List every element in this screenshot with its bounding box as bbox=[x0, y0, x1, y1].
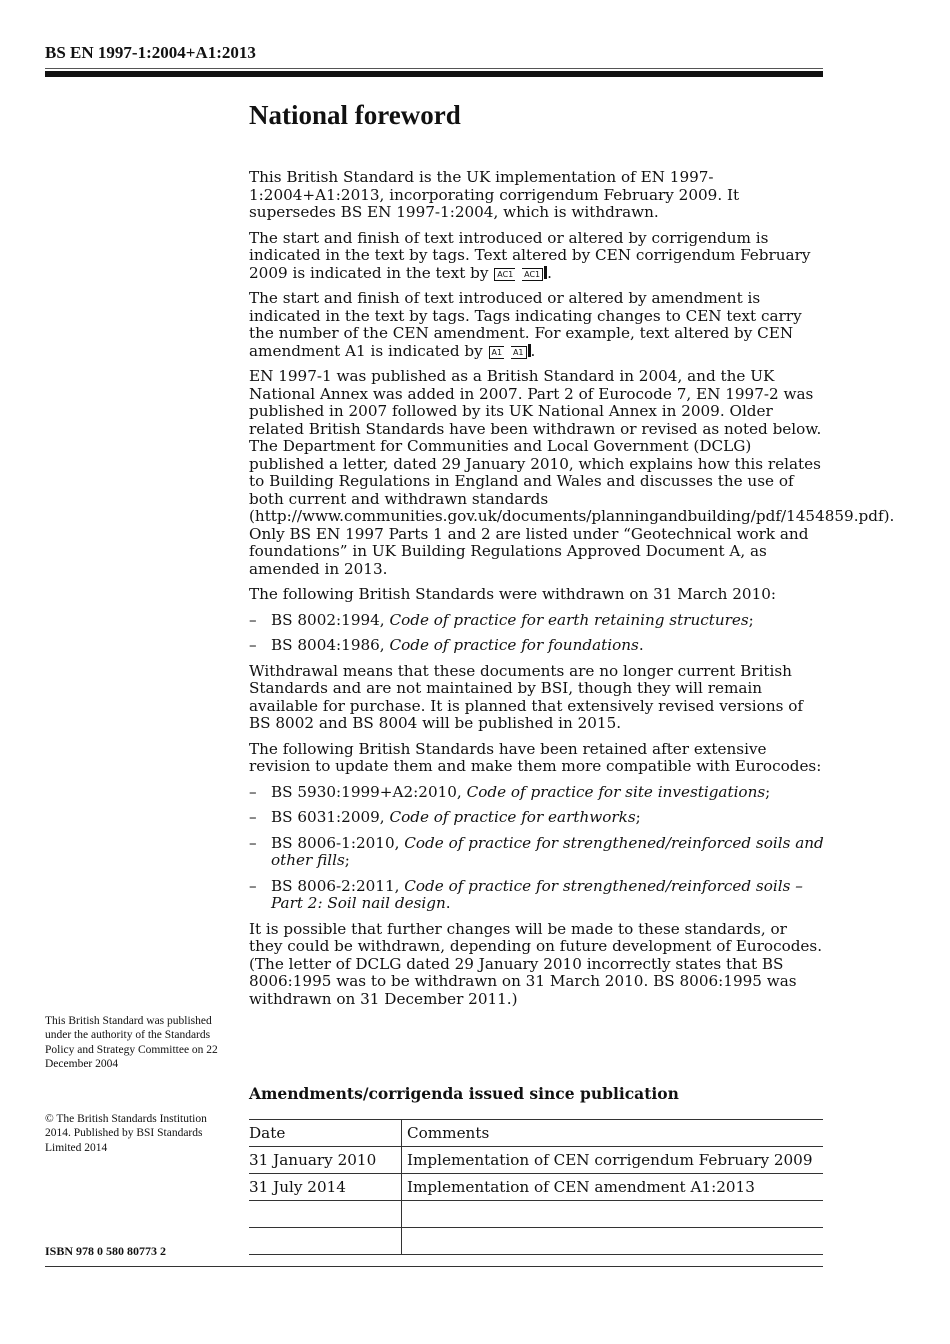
table-row bbox=[249, 1147, 823, 1174]
table-row bbox=[249, 1228, 823, 1255]
table-cell-comment bbox=[402, 1201, 824, 1228]
item-punctuation: ; bbox=[748, 610, 754, 629]
footer-rule bbox=[45, 1266, 823, 1267]
standard-title: Code of practice for strengthened/reinforced soils and other fills bbox=[271, 833, 824, 869]
table-header-date: Date bbox=[249, 1120, 402, 1147]
standard-title: Code of practice for foundations bbox=[389, 636, 639, 654]
ac1-open-tag-icon: AC1 bbox=[494, 268, 515, 281]
retained-intro: The following British Standards have been retained after extensive revision to update them and make them more compatible with Eurocodes: bbox=[249, 739, 822, 775]
isbn-number: ISBN 978 0 580 80773 2 bbox=[45, 1244, 167, 1258]
paragraph-future-changes: It is possible that further changes will be made to these standards, or they could be withdrawn, depending on future development of Eurocodes. (The letter of DCLG dated 29 January 2010 incorrectly states that BS 8006:1995 was to be withdrawn on 31 March 2010. BS 8006:1995 was withdrawn on 31 December 2011.) bbox=[249, 919, 823, 1008]
retained-list-item bbox=[249, 835, 825, 870]
tag-end-marker-icon bbox=[528, 344, 531, 357]
retained-list-item bbox=[249, 809, 825, 827]
sidebar-copyright-note: © The British Standards Institution 2014. Published by BSI Standards Limited 2014 bbox=[45, 1113, 207, 1154]
table-cell-date bbox=[249, 1228, 402, 1255]
paragraph-amendment-tags: The start and finish of text introduced or altered by amendment is indicated in the text by tags. Tags indicating changes to CEN text carry the number of the CEN amendment. For example, text altered by CEN amendment A1 is indicated by A1 A1 . bbox=[249, 289, 802, 360]
withdrawn-intro: The following British Standards were withdrawn on 31 March 2010: bbox=[249, 585, 777, 603]
list-dash: – bbox=[249, 610, 257, 629]
standard-code: BS 8006-2:2011, bbox=[271, 876, 400, 895]
standard-code: BS 6031:2009, bbox=[271, 808, 385, 826]
retained-list-item bbox=[249, 878, 825, 913]
a1-open-tag-icon: A1 bbox=[489, 346, 505, 359]
retained-list-item bbox=[249, 784, 825, 802]
table-row bbox=[249, 1201, 823, 1228]
paragraph-history: EN 1997-1 was published as a British Standard in 2004, and the UK National Annex was added in 2007. Part 2 of Eurocode 7, EN 1997-2 was published in 2007 followed by its UK National Annex in 2009. Older related British Standards have been withdrawn or revised as noted below. The Department for Communities and Local Government (DCLG) published a letter, dated 29 January 2010, which explains how this relates to Building Regulations in England and Wales and discusses the use of both current and withdrawn standards (http://www.communities.gov.uk/documents/planningandbuilding/pdf/1454859.pdf). Only BS EN 1997 Parts 1 and 2 are listed under “Geotechnical work and foundations” in UK Building Regulations Approved Document A, as amended in 2013. bbox=[249, 367, 895, 578]
header-rule-thick bbox=[45, 71, 823, 77]
item-punctuation: . bbox=[638, 636, 644, 654]
amendments-title: Amendments/corrigenda issued since publication bbox=[249, 1084, 679, 1103]
paragraph-implementation: This British Standard is the UK implementation of EN 1997-1:2004+A1:2013, incorporating corrigendum February 2009. It supersedes BS EN 1997-1:2004, which is withdrawn. bbox=[249, 168, 740, 221]
standard-title: Code of practice for earthworks bbox=[389, 808, 636, 826]
table-cell-date bbox=[249, 1201, 402, 1228]
table-cell-date: 31 January 2010 bbox=[249, 1147, 402, 1174]
item-punctuation: ; bbox=[344, 851, 350, 869]
standard-code: BS 8006-1:2010, bbox=[271, 833, 400, 852]
ac1-close-tag-icon: AC1 bbox=[522, 268, 543, 281]
standard-title: Code of practice for site investigations bbox=[466, 782, 766, 801]
page-title: National foreword bbox=[249, 100, 461, 130]
standard-title: Code of practice for earth retaining structures bbox=[389, 610, 749, 629]
standard-title: Code of practice for strengthened/reinforced soils – Part 2: Soil nail design bbox=[271, 876, 803, 912]
list-dash: – bbox=[249, 636, 257, 654]
list-dash: – bbox=[249, 782, 257, 801]
table-header-row bbox=[249, 1120, 823, 1147]
table-cell-comment: Implementation of CEN corrigendum February 2009 bbox=[402, 1147, 824, 1174]
header-rule-thin bbox=[45, 68, 823, 69]
sidebar-publication-note: This British Standard was published under the authority of the Standards Policy and Strategy Committee on 22 December 2004 bbox=[45, 1015, 218, 1070]
standard-code: BS 8002:1994, bbox=[271, 610, 385, 629]
list-dash: – bbox=[249, 808, 257, 826]
amendment-tags-text: The start and finish of text introduced or altered by amendment is indicated in the text by tags. Tags indicating changes to CEN text carry the number of the CEN amendment. For example, text altered by CEN amendment A1 is indicated by bbox=[249, 289, 802, 360]
standard-code-header: BS EN 1997-1:2004+A1:2013 bbox=[45, 43, 256, 62]
main-content bbox=[249, 100, 895, 1016]
standard-code: BS 8004:1986, bbox=[271, 636, 385, 654]
list-dash: – bbox=[249, 833, 257, 852]
table-cell-comment bbox=[402, 1228, 824, 1255]
paragraph-withdrawal: Withdrawal means that these documents are no longer current British Standards and are not maintained by BSI, though they will remain available for purchase. It is planned that extensively revised versions of BS 8002 and BS 8004 will be published in 2015. bbox=[249, 661, 803, 732]
table-cell-date: 31 July 2014 bbox=[249, 1174, 402, 1201]
amendments-table bbox=[249, 1119, 823, 1255]
paragraph-corrigendum: The start and finish of text introduced or altered by corrigendum is indicated in the text by tags. Text altered by CEN corrigendum February 2009 is indicated in the text by AC1 AC1 . bbox=[249, 228, 811, 282]
tag-end-marker-icon bbox=[544, 266, 547, 279]
item-punctuation: ; bbox=[635, 808, 641, 826]
a1-close-tag-icon: A1 bbox=[511, 346, 527, 359]
withdrawn-list-item bbox=[249, 612, 825, 630]
standard-code: BS 5930:1999+A2:2010, bbox=[271, 782, 462, 801]
item-punctuation: . bbox=[445, 894, 451, 912]
corrigendum-text: The start and finish of text introduced or altered by corrigendum is indicated in the text by tags. Text altered by CEN corrigendum February 2009 is indicated in the text by bbox=[249, 228, 811, 282]
withdrawn-list-item bbox=[249, 637, 825, 655]
table-cell-comment: Implementation of CEN amendment A1:2013 bbox=[402, 1174, 824, 1201]
item-punctuation: ; bbox=[765, 782, 771, 801]
list-dash: – bbox=[249, 876, 257, 895]
table-header-comments: Comments bbox=[402, 1120, 824, 1147]
table-row bbox=[249, 1174, 823, 1201]
